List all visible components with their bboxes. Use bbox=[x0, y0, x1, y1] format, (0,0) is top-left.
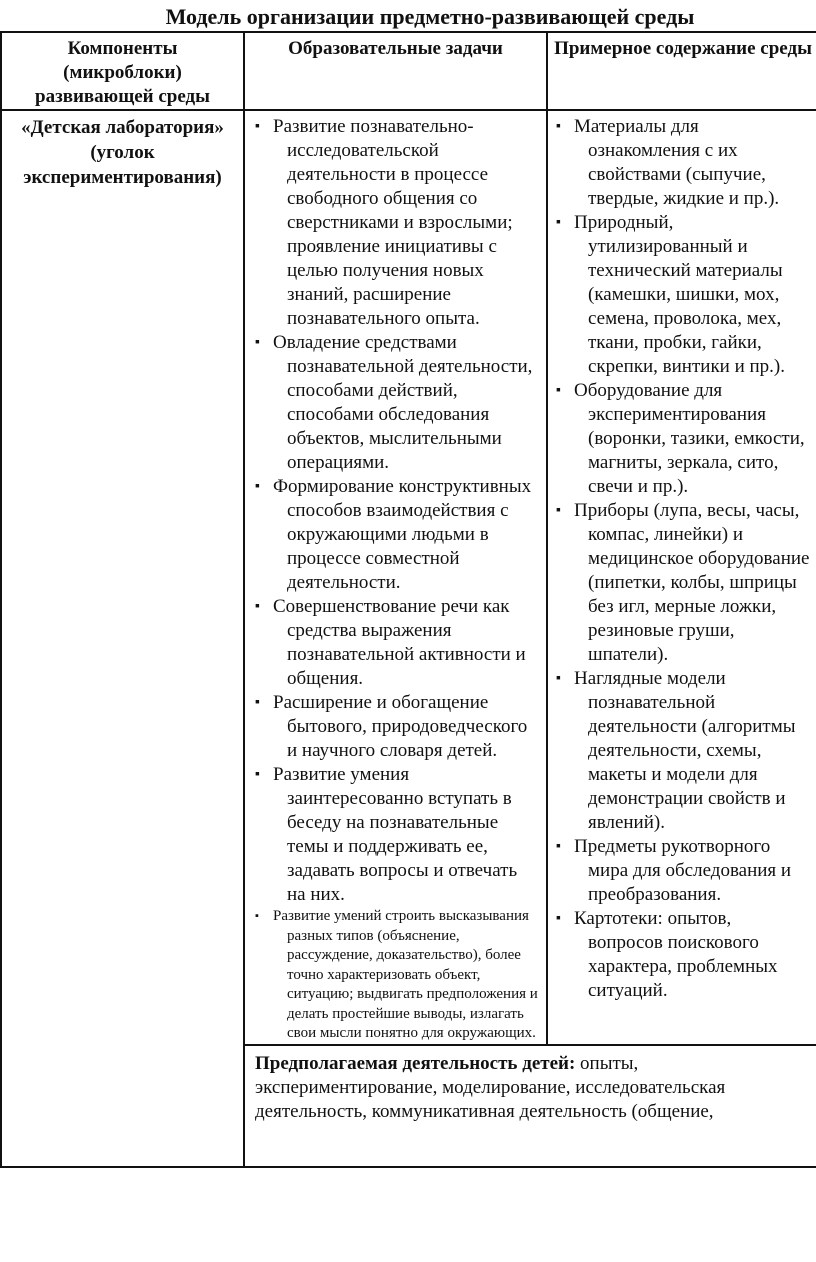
table-row bbox=[1, 110, 816, 1045]
list-item: ▪ Оборудование для экспериментирования (воронки, тазики, емкости, магниты, зеркала, сито, свечи и пр.). bbox=[556, 379, 810, 499]
component-name: «Детская лаборатория» (уголок экспериментирования) bbox=[21, 117, 224, 188]
content-list bbox=[548, 111, 816, 1003]
component-cell bbox=[1, 110, 244, 1167]
list-item: ▪ Развитие умений строить высказывания разных типов (объяснение, рассуждение, доказательство), более точно характеризовать объект, ситуацию; выдвигать предположения и делать простейшие выводы, излагать свои мысли понятно для окружающих. bbox=[255, 907, 538, 1044]
content-cell bbox=[547, 110, 816, 1045]
list-item: ▪ Природный, утилизированный и технический материалы (камешки, шишки, мох, семена, проволока, мех, ткани, пробки, гайки, скрепки, винтики и пр.). bbox=[556, 211, 810, 379]
header-row bbox=[1, 32, 816, 110]
activity-description: опыты, экспериментирование, моделирование, исследовательская деятельность, коммуникативная деятельность (общение, bbox=[255, 1052, 726, 1122]
list-item: ▪ Приборы (лупа, весы, часы, компас, линейки) и медицинское оборудование (пипетки, колбы, шприцы без игл, мерные ложки, резиновые груши, шпатели). bbox=[556, 499, 810, 667]
list-item: ▪ Предметы рукотворного мира для обследования и преобразования. bbox=[556, 835, 810, 907]
list-item: ▪ Материалы для ознакомления с их свойствами (сыпучие, твердые, жидкие и пр.). bbox=[556, 115, 810, 211]
list-item: ▪ Расширение и обогащение бытового, природоведческого и научного словаря детей. bbox=[255, 691, 538, 763]
header-content: Примерное содержание среды bbox=[547, 32, 816, 110]
list-item: ▪ Картотеки: опытов, вопросов поискового характера, проблемных ситуаций. bbox=[556, 907, 810, 1003]
header-components: Компоненты (микроблоки) развивающей среды bbox=[1, 32, 244, 110]
activity-label: Предполагаемая деятельность детей: bbox=[255, 1052, 576, 1074]
activity-text bbox=[245, 1046, 816, 1124]
tasks-cell bbox=[244, 110, 547, 1045]
list-item: ▪ Формирование конструктивных способов взаимодействия с окружающими людьми в процессе совместной деятельности. bbox=[255, 475, 538, 595]
list-item: ▪ Наглядные модели познавательной деятельности (алгоритмы деятельности, схемы, макеты и модели для демонстрации свойств и явлений). bbox=[556, 667, 810, 835]
list-item: ▪ Развитие умения заинтересованно вступать в беседу на познавательные темы и поддерживать ее, задавать вопросы и отвечать на них. bbox=[255, 763, 538, 907]
header-tasks: Образовательные задачи bbox=[244, 32, 547, 110]
document-title: Модель организации предметно-развивающей среды bbox=[165, 4, 695, 29]
list-item: ▪ Овладение средствами познавательной деятельности, способами действий, способами обследования объектов, мыслительными операциями. bbox=[255, 331, 538, 475]
environment-model-table bbox=[0, 31, 816, 1168]
list-item: ▪ Развитие познавательно-исследовательской деятельности в процессе свободного общения со сверстниками и взрослыми; проявление инициативы с целью получения новых знаний, расширение познавательного опыта. bbox=[255, 115, 538, 331]
list-item: ▪ Совершенствование речи как средства выражения познавательной активности и общения. bbox=[255, 595, 538, 691]
activity-cell bbox=[244, 1045, 816, 1167]
tasks-list bbox=[245, 111, 546, 1044]
